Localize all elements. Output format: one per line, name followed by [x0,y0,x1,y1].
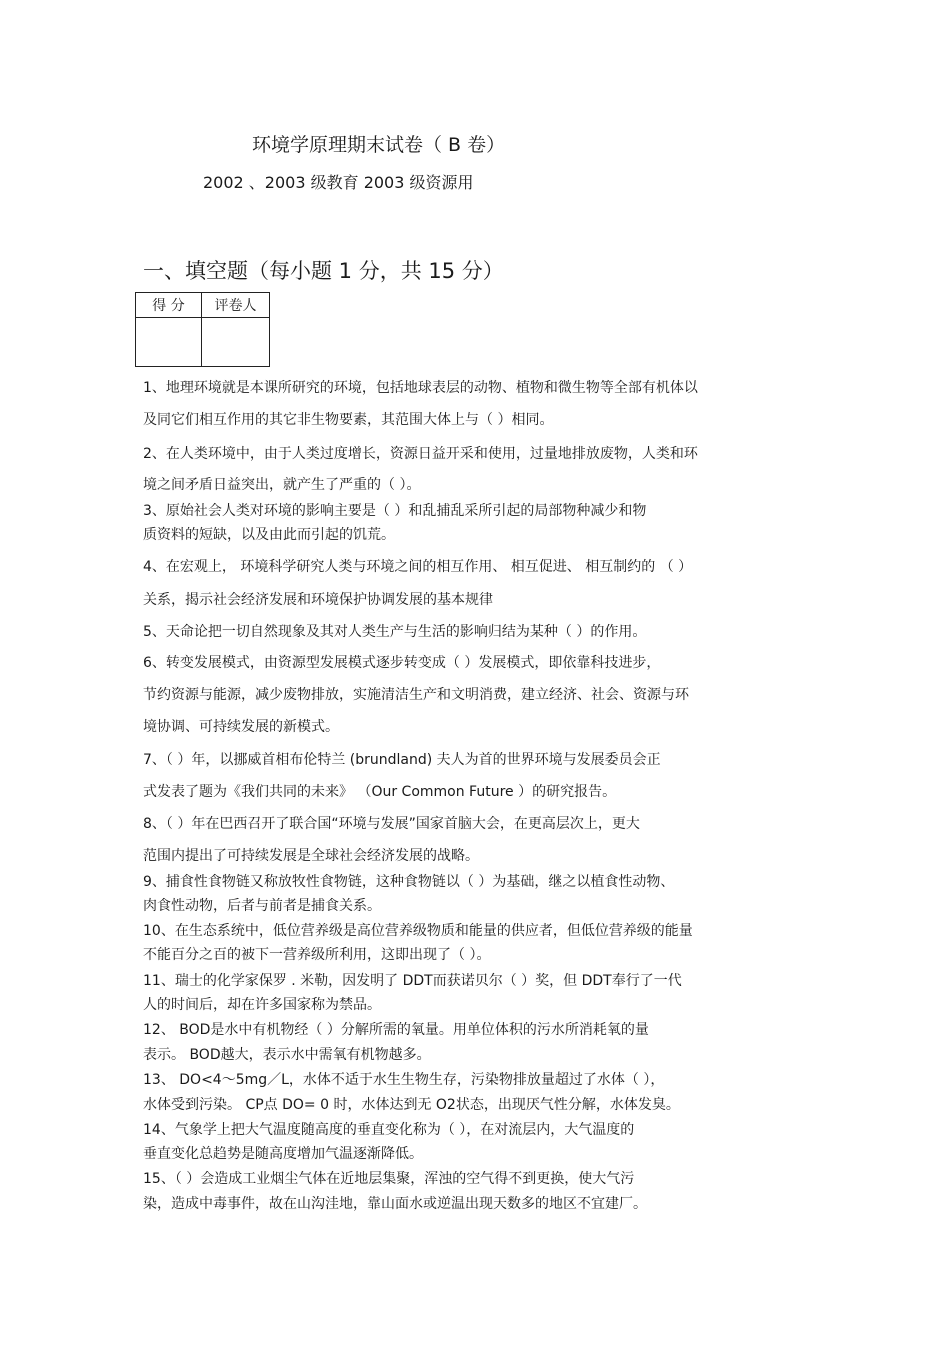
grader-cell [202,318,270,367]
question-line: 节约资源与能源，减少废物排放，实施清洁生产和文明消费，建立经济、社会、资源与环 [143,687,689,703]
section-heading: 一、填空题（每小题 1 分，共 15 分） [143,259,504,283]
exam-title: 环境学原理期末试卷（ B 卷） [252,134,506,156]
question-line: 11、瑞士的化学家保罗 . 米勒，因发明了 DDT而获诺贝尔（ ）奖，但 DDT奉行了一代 [143,973,682,989]
score-table [135,292,270,367]
question-line: 表示。 BOD越大，表示水中需氧有机物越多。 [143,1047,431,1063]
question-line: 关系，揭示社会经济发展和环境保护协调发展的基本规律 [143,592,493,608]
question-line: 水体受到污染。 CP点 DO= 0 时，水体达到无 O2状态，出现厌气性分解，水体发臭。 [143,1097,680,1113]
question-line: 垂直变化总趋势是随高度增加气温逐渐降低。 [143,1146,423,1162]
question-line: 肉食性动物，后者与前者是捕食关系。 [143,898,381,914]
question-line: 5、天命论把一切自然现象及其对人类生产与生活的影响归结为某种（ ）的作用。 [143,624,647,640]
question-line: 4、在宏观上， 环境科学研究人类与环境之间的相互作用、 相互促进、 相互制约的 （ ） [143,559,693,575]
question-line: 2、在人类环境中，由于人类过度增长，资源日益开采和使用，过量地排放废物，人类和环 [143,446,698,462]
score-cell [136,318,202,367]
question-line: 不能百分之百的被下一营养级所利用，这即出现了（ ）。 [143,947,491,963]
question-line: 1、地理环境就是本课所研究的环境，包括地球表层的动物、植物和微生物等全部有机体以 [143,380,698,396]
grader-label: 评卷人 [202,293,270,318]
question-line: 3、原始社会人类对环境的影响主要是（ ）和乱捕乱采所引起的局部物种减少和物 [143,503,647,519]
question-line: 质资料的短缺，以及由此而引起的饥荒。 [143,527,395,543]
question-line: 及同它们相互作用的其它非生物要素，其范围大体上与（ ）相同。 [143,412,554,428]
question-line: 染，造成中毒事件，故在山沟洼地，靠山面水或逆温出现天数多的地区不宜建厂。 [143,1196,647,1212]
question-line: 人的时间后，却在许多国家称为禁品。 [143,997,381,1013]
question-line: 15、（ ）会造成工业烟尘气体在近地层集聚，浑浊的空气得不到更换，使大气污 [143,1171,635,1187]
question-line: 14、气象学上把大气温度随高度的垂直变化称为（ ），在对流层内，大气温度的 [143,1122,635,1138]
score-label: 得 分 [136,293,202,318]
exam-subtitle: 2002 、2003 级教育 2003 级资源用 [203,173,474,192]
question-line: 13、 DO<4～5mg／L，水体不适于水生生物生存，污染物排放量超过了水体（ ）， [143,1072,665,1088]
question-line: 8、（ ）年在巴西召开了联合国“环境与发展”国家首脑大会，在更高层次上，更大 [143,816,640,832]
question-line: 10、在生态系统中，低位营养级是高位营养级物质和能量的供应者，但低位营养级的能量 [143,923,693,939]
question-line: 7、（ ）年，以挪威首相布伦特兰 (brundland) 夫人为首的世界环境与发展委员会正 [143,752,661,768]
question-line: 6、转变发展模式，由资源型发展模式逐步转变成（ ）发展模式，即依靠科技进步， [143,655,661,671]
question-line: 12、 BOD是水中有机物经（ ）分解所需的氧量。用单位体积的污水所消耗氧的量 [143,1022,649,1038]
question-line: 范围内提出了可持续发展是全球社会经济发展的战略。 [143,848,479,864]
question-line: 9、捕食性食物链又称放牧性食物链，这种食物链以（ ）为基础，继之以植食性动物、 [143,874,675,890]
question-line: 境之间矛盾日益突出，就产生了严重的（ ）。 [143,477,421,493]
question-line: 式发表了题为《我们共同的未来》 （Our Common Future ）的研究报告。 [143,784,617,800]
question-line: 境协调、可持续发展的新模式。 [143,719,339,735]
